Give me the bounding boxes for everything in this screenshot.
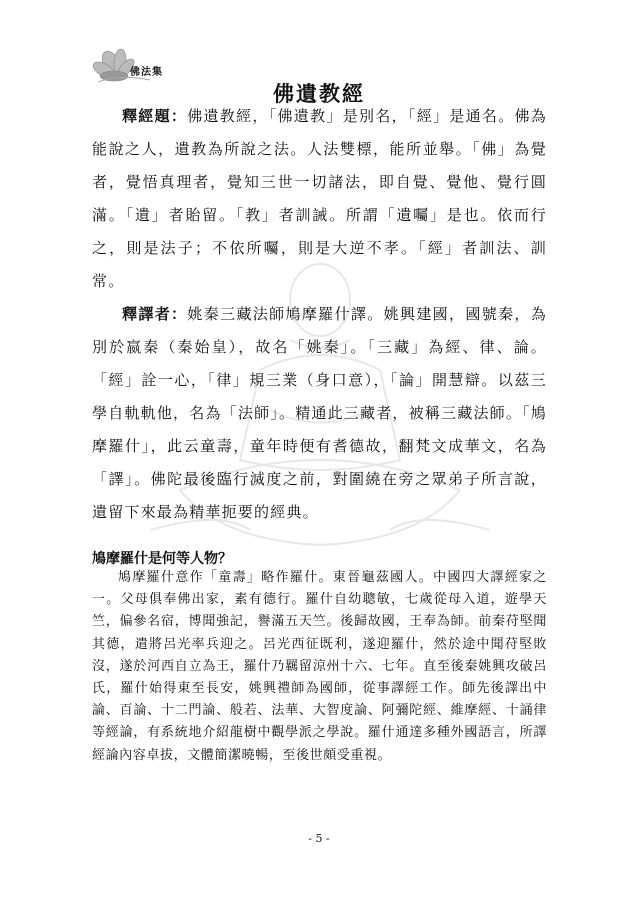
paragraph-title-explanation [92,100,547,298]
logo-text: 佛法集 [130,67,163,78]
text-translator-explanation: 姚秦三藏法師鳩摩羅什譯。姚興建國，國號秦，為別於嬴秦（秦始皇），故名「姚秦」。「三藏」為經、律、論。「經」詮一心，「律」規三業（身口意），「論」開慧辯。以茲三學自軌軌他，名為「法師」。精通此三藏者，被稱三藏法師。「鳩摩羅什」，此云童壽，童年時便有耆德故，翻梵文成華文，名為「譯」。佛陀最後臨行滅度之前，對圍繞在旁之眾弟子所言說，遺留下來最為精華扼要的經典。 [92,305,547,521]
page-title: 佛遺教經 [273,81,365,106]
paragraph-translator-explanation [92,298,547,529]
label-title-explanation: 釋經題： [122,107,188,125]
page-number: - 5 - [308,832,330,845]
text-title-explanation: 佛遺教經，「佛遺教」是別名，「經」是通名。佛為能說之人，遺教為所說之法。人法雙標，能所並舉。「佛」為覺者，覺悟真理者，覺知三世一切諸法，即自覺、覺他、覺行圓滿。「遺」者貽留。「教」者訓誡。所謂「遺囑」是也。依而行之，則是法子；不依所囑，則是大逆不孝。「經」者訓法、訓常。 [92,107,547,290]
label-translator-explanation: 釋譯者： [122,305,188,323]
section-intro [92,100,547,529]
section-kumarajiva [92,567,547,767]
section-heading-kumarajiva: 鳩摩羅什是何等人物？ [92,551,232,567]
paragraph-kumarajiva: 鳩摩羅什意作「童壽」略作羅什。東晉龜茲國人。中國四大譯經家之一。父母俱奉佛出家，素有德行。羅什自幼聰敏，七歲從母入道，遊學天竺，偏參名宿，博聞強記，譽滿五天竺。後歸故國，王奉為師。前秦苻堅聞其德，遣將呂光率兵迎之。呂光西征既利，遂迎羅什，然於途中聞苻堅敗沒，遂於河西自立為王，羅什乃羈留涼州十六、七年。直至後秦姚興攻破呂氏，羅什始得東至長安，姚興禮師為國師，從事譯經工作。師先後譯出中論、百論、十二門論、般若、法華、大智度論、阿彌陀經、維摩經、十誦律等經論，有系統地介紹龍樹中觀學派之學說。羅什通達多種外國語言，所譯經論內容卓拔，文體簡潔曉暢，至後世頗受重視。 [92,570,547,763]
